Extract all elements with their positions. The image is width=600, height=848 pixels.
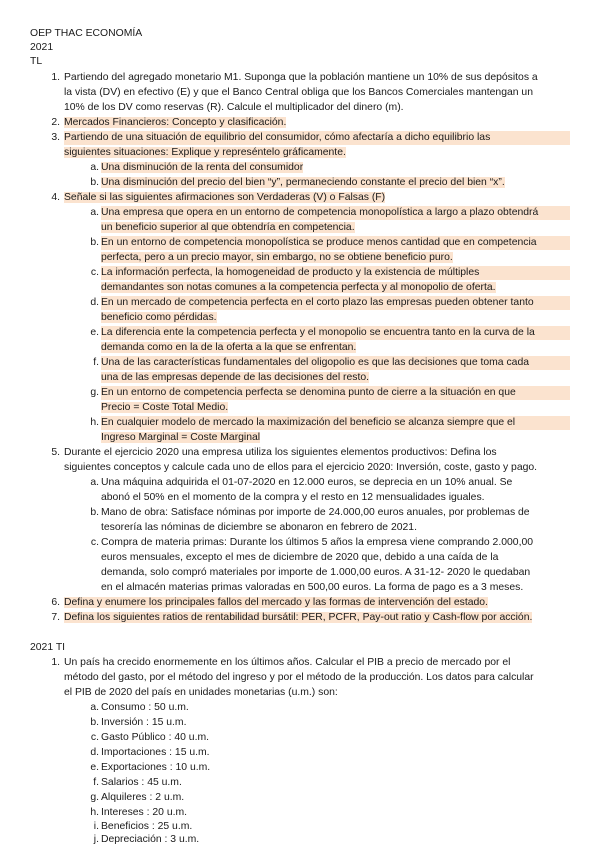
sub-item-line: un beneficio superior al que obtendría en competencia. (101, 222, 355, 233)
question-number: 1. (51, 72, 60, 83)
doc-year: 2021 (30, 42, 54, 53)
sub-letter: g. (90, 387, 99, 398)
sub-item-line: En un entorno de competencia perfecta se denomina punto de cierre a la situación en que (101, 386, 570, 400)
question-number: 7. (51, 612, 60, 623)
sub-item-line: Mano de obra: Satisface nóminas por importe de 24.000,00 euros anuales, por problemas de (101, 507, 530, 518)
gdp-data-item: Inversión : 15 u.m. (101, 717, 187, 728)
question-number: 3. (51, 132, 60, 143)
sub-letter: f. (93, 777, 99, 788)
gdp-data-item: Importaciones : 15 u.m. (101, 747, 210, 758)
sub-letter: f. (93, 357, 99, 368)
sub-item-line: Ingreso Marginal = Coste Marginal (101, 432, 261, 443)
sub-item-line: Compra de materia primas: Durante los últimos 5 años la empresa viene comprando 2.000,00 (101, 537, 534, 548)
gdp-data-item: Consumo : 50 u.m. (101, 702, 189, 713)
sub-letter: h. (90, 807, 99, 818)
doc-turn: TL (30, 56, 43, 67)
sub-letter: j. (93, 834, 99, 845)
question-line: Un país ha crecido enormemente en los últimos años. Calcular el PIB a precio de mercado por el (64, 657, 511, 668)
question-number: 4. (51, 192, 60, 203)
sub-letter: b. (90, 237, 99, 248)
question-line: el PIB de 2020 del país en unidades monetarias (u.m.) son: (64, 687, 338, 698)
sub-item-line: abonó el 50% en el momento de la compra y el resto en 12 mensualidades iguales. (101, 492, 485, 503)
sub-letter: g. (90, 792, 99, 803)
sub-item-line: Una máquina adquirida el 01-07-2020 en 12.000 euros, se deprecia en un 10% anual. Se (101, 477, 513, 488)
sub-item-line: Una de las características fundamentales del oligopolio es que las decisiones que toma cada (101, 356, 570, 370)
sub-item-line: en el almacén materias primas valoradas en 500,00 euros. La forma de pago es a 3 meses. (101, 582, 524, 593)
question-line-highlighted: Partiendo de una situación de equilibrio del consumidor, cómo afectaría a dicho equilibrio las (64, 131, 570, 145)
section-title: 2021 TI (30, 642, 66, 653)
sub-item-line: demandantes son notas comunes a la competencia perfecta y al monopolio de oferta. (101, 282, 496, 293)
question-line: 10% de los DV como reservas (R). Calcule el multiplicador del dinero (m). (64, 102, 404, 113)
question-line-highlighted: Señale si las siguientes afirmaciones son Verdaderas (V) o Falsas (F) (64, 192, 386, 203)
sub-letter: h. (90, 417, 99, 428)
sub-item-line: tesorería las nóminas de diciembre se abonaron en febrero de 2021. (101, 522, 417, 533)
sub-letter: b. (90, 507, 99, 518)
sub-item-line: Una disminución del precio del bien “y”, permaneciendo constante el precio del bien “x”. (101, 177, 505, 188)
sub-item-line: euros mensuales, excepto el mes de diciembre de 2020 que, debido a una caída de la (101, 552, 499, 563)
question-number: 5. (51, 447, 60, 458)
question-line-highlighted: Mercados Financieros: Concepto y clasificación. (64, 117, 287, 128)
sub-letter: d. (90, 297, 99, 308)
question-line-highlighted: Defina los siguientes ratios de rentabilidad bursátil: PER, PCFR, Pay-out ratio y Cash-flow por acción. (64, 612, 533, 623)
sub-letter: a. (90, 162, 99, 173)
gdp-data-item: Beneficios : 25 u.m. (101, 821, 193, 832)
question-line-highlighted: siguientes situaciones: Explique y represéntelo gráficamente. (64, 147, 346, 158)
sub-letter: b. (90, 177, 99, 188)
doc-title: OEP THAC ECONOMÍA (30, 28, 143, 39)
question-number: 6. (51, 597, 60, 608)
sub-letter: b. (90, 717, 99, 728)
sub-item-line: En cualquier modelo de mercado la maximización del beneficio se alcanza siempre que el (101, 416, 570, 430)
question-line: método del gasto, por el método del ingreso y por el método de la producción. Los datos para calcular (64, 672, 534, 683)
question-line: Partiendo del agregado monetario M1. Suponga que la población mantiene un 10% de sus depósitos a (64, 72, 538, 83)
sub-item-line: Precio = Coste Total Medio. (101, 402, 229, 413)
sub-item-line: En un mercado de competencia perfecta en el corto plazo las empresas pueden obtener tanto (101, 296, 570, 310)
gdp-data-item: Gasto Público : 40 u.m. (101, 732, 210, 743)
question-line-highlighted: Defina y enumere los principales fallos del mercado y las formas de intervención del estado. (64, 597, 488, 608)
sub-letter: a. (90, 702, 99, 713)
question-number: 2. (51, 117, 60, 128)
sub-item-line: beneficio como pérdidas. (101, 312, 217, 323)
question-line: Durante el ejercicio 2020 una empresa utiliza los siguientes elementos productivos: Defina los (64, 447, 497, 458)
gdp-data-item: Alquileres : 2 u.m. (101, 792, 185, 803)
question-number: 1. (51, 657, 60, 668)
sub-item-line: Una empresa que opera en un entorno de competencia monopolística a largo a plazo obtendrá (101, 206, 570, 220)
question-line: la vista (DV) en efectivo (E) y que el Banco Central obliga que los Bancos Comerciales mantengan un (64, 87, 533, 98)
sub-item-line: La información perfecta, la homogeneidad de producto y la existencia de múltiples (101, 266, 570, 280)
sub-letter: a. (90, 477, 99, 488)
gdp-data-item: Intereses : 20 u.m. (101, 807, 188, 818)
question-line: siguientes conceptos y calcule cada uno de ellos para el ejercicio 2020: Inversión, coste, gasto y pago. (64, 462, 538, 473)
sub-letter: i. (93, 821, 99, 832)
sub-letter: c. (90, 537, 99, 548)
sub-item-line: La diferencia ente la competencia perfecta y el monopolio se encuentra tanto en la curva de la (101, 326, 570, 340)
sub-letter: e. (90, 762, 99, 773)
sub-item-line: una de las empresas depende de las decisiones del resto. (101, 372, 370, 383)
gdp-data-item: Salarios : 45 u.m. (101, 777, 182, 788)
gdp-data-item: Exportaciones : 10 u.m. (101, 762, 211, 773)
sub-item-line: Una disminución de la renta del consumidor (101, 162, 304, 173)
sub-letter: a. (90, 207, 99, 218)
sub-letter: c. (90, 732, 99, 743)
sub-item-line: En un entorno de competencia monopolística se produce menos cantidad que en competencia (101, 236, 570, 250)
sub-item-line: demanda, solo compró materiales por importe de 1.000,00 euros. A 31-12- 2020 le quedaban (101, 567, 531, 578)
sub-letter: d. (90, 747, 99, 758)
sub-item-line: demanda como en la de la oferta a la que se enfrentan. (101, 342, 357, 353)
sub-letter: c. (90, 267, 99, 278)
sub-item-line: perfecta, pero a un precio mayor, sin embargo, no se obtiene beneficio puro. (101, 252, 453, 263)
sub-letter: e. (90, 327, 99, 338)
gdp-data-item: Depreciación : 3 u.m. (101, 834, 200, 845)
